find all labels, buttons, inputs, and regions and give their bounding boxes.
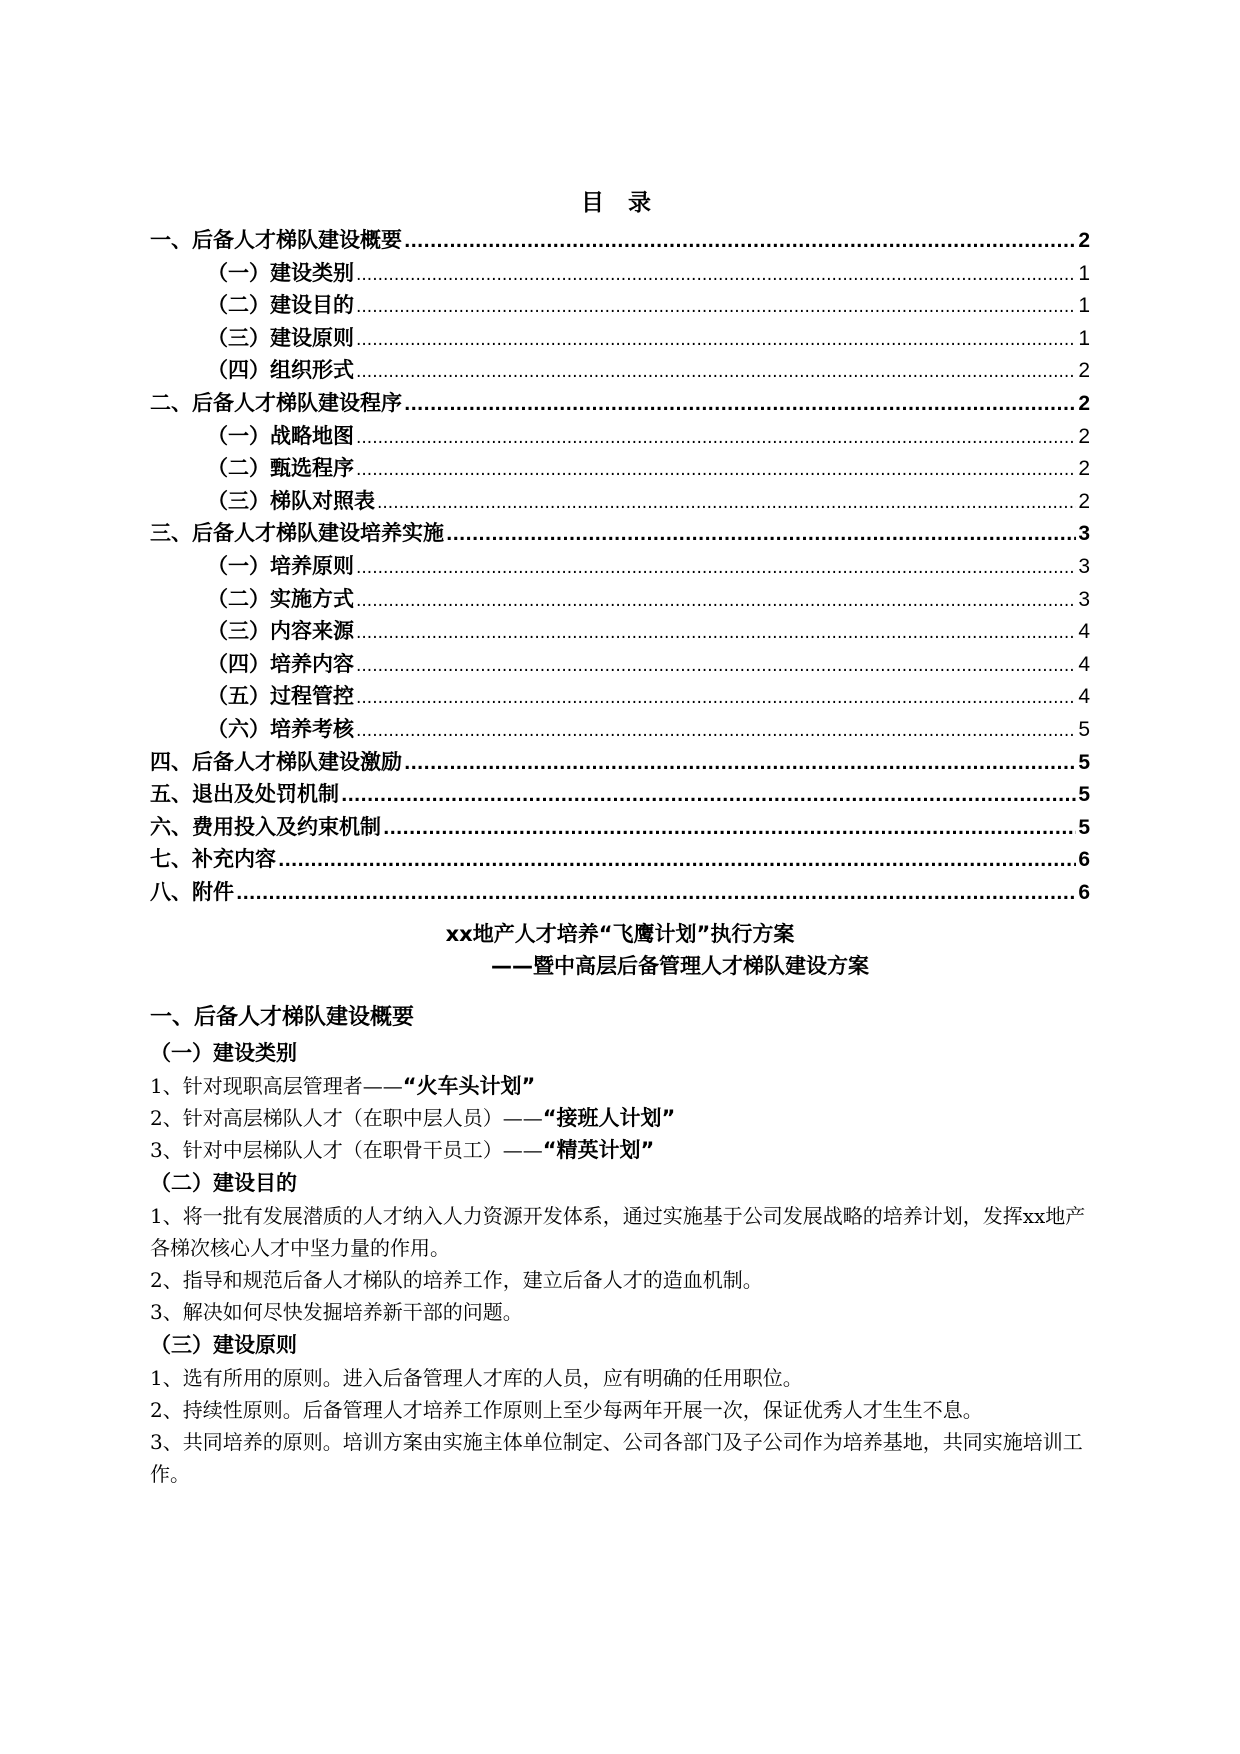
paragraph: 1、将一批有发展潜质的人才纳入人力资源开发体系，通过实施基于公司发展战略的培养计划，发挥xx地产各梯次核心人才中坚力量的作用。 bbox=[150, 1204, 1086, 1260]
toc-entry[interactable] bbox=[150, 322, 1090, 355]
toc-page-number: 2 bbox=[1078, 489, 1090, 513]
paragraph: 2、持续性原则。后备管理人才培养工作原则上至少每两年开展一次，保证优秀人才生生不息。 bbox=[150, 1398, 983, 1422]
toc-entry-label: （一）培养原则 bbox=[207, 553, 354, 578]
section-heading: 一、后备人才梯队建设概要 bbox=[150, 1005, 415, 1030]
toc-entry-label: 二、后备人才梯队建设程序 bbox=[150, 390, 402, 415]
toc-page-number: 2 bbox=[1078, 359, 1090, 383]
subsection-heading: （三）建设原则 bbox=[150, 1333, 297, 1357]
toc-entry-label: （五）过程管控 bbox=[207, 684, 354, 709]
document-subtitle: ——暨中高层后备管理人才梯队建设方案 bbox=[491, 954, 869, 978]
toc-page-number: 6 bbox=[1078, 848, 1090, 872]
toc-entry[interactable] bbox=[150, 452, 1090, 485]
toc-entry[interactable] bbox=[150, 224, 1090, 257]
toc-page-number: 2 bbox=[1078, 424, 1090, 448]
toc-entry-label: 七、补充内容 bbox=[150, 847, 276, 872]
toc-entry-label: 一、后备人才梯队建设概要 bbox=[150, 228, 402, 252]
toc-entry-label: 六、费用投入及约束机制 bbox=[150, 814, 381, 839]
toc-entry[interactable] bbox=[150, 746, 1090, 779]
paragraph: 3、解决如何尽快发掘培养新干部的问题。 bbox=[150, 1300, 523, 1324]
toc-page-number: 4 bbox=[1078, 652, 1090, 676]
toc-entry-label: 三、后备人才梯队建设培养实施 bbox=[150, 521, 444, 546]
toc-entry[interactable] bbox=[150, 713, 1090, 746]
toc-entry[interactable] bbox=[150, 550, 1090, 583]
table-of-contents bbox=[150, 224, 1090, 908]
toc-page-number: 5 bbox=[1078, 783, 1090, 807]
toc-leader-dots bbox=[356, 617, 1076, 650]
toc-entry-label: （一）战略地图 bbox=[207, 423, 354, 448]
paragraph: 3、共同培养的原则。培训方案由实施主体单位制定、公司各部门及子公司作为培养基地，共同实施培训工作。 bbox=[150, 1430, 1083, 1486]
toc-page-number: 6 bbox=[1078, 880, 1090, 904]
toc-entry[interactable] bbox=[150, 680, 1090, 713]
list-item: 3、针对中层梯队人才（在职骨干员工）——“精英计划” bbox=[150, 1138, 655, 1162]
toc-entry-label: （六）培养考核 bbox=[207, 716, 354, 741]
toc-leader-dots bbox=[356, 682, 1076, 715]
toc-leader-dots bbox=[356, 585, 1076, 618]
toc-page-number: 3 bbox=[1078, 587, 1090, 611]
toc-leader-dots bbox=[404, 226, 1076, 259]
toc-leader-dots bbox=[446, 519, 1076, 552]
toc-entry[interactable] bbox=[150, 583, 1090, 616]
toc-leader-dots bbox=[356, 454, 1076, 487]
plan-name: “火车头计划” bbox=[402, 1074, 536, 1098]
subsection-heading: （二）建设目的 bbox=[150, 1171, 297, 1195]
toc-entry[interactable] bbox=[150, 420, 1090, 453]
toc-entry-label: （三）内容来源 bbox=[207, 619, 354, 644]
toc-leader-dots bbox=[356, 259, 1076, 292]
toc-page-number: 5 bbox=[1078, 717, 1090, 741]
toc-page-number: 4 bbox=[1078, 685, 1090, 709]
paragraph: 1、选有所用的原则。进入后备管理人才库的人员，应有明确的任用职位。 bbox=[150, 1366, 803, 1390]
document-body bbox=[150, 1000, 1090, 1490]
document-title: xx地产人才培养“飞鹰计划”执行方案 bbox=[445, 922, 795, 946]
toc-page-number: 3 bbox=[1078, 522, 1090, 546]
toc-page-number: 5 bbox=[1078, 750, 1090, 774]
toc-leader-dots bbox=[356, 650, 1076, 683]
plan-name: “精英计划” bbox=[542, 1138, 655, 1162]
toc-entry-label: （一）建设类别 bbox=[207, 260, 354, 285]
plan-name: “接班人计划” bbox=[542, 1106, 676, 1130]
list-item: 1、针对现职高层管理者——“火车头计划” bbox=[150, 1074, 536, 1098]
toc-entry-label: （三）建设原则 bbox=[207, 325, 354, 350]
toc-entry-label: （四）组织形式 bbox=[207, 358, 354, 383]
toc-entry[interactable] bbox=[150, 843, 1090, 876]
toc-page-number: 1 bbox=[1078, 294, 1090, 318]
toc-leader-dots bbox=[341, 780, 1076, 813]
toc-leader-dots bbox=[356, 715, 1076, 748]
toc-entry-label: 五、退出及处罚机制 bbox=[150, 782, 339, 807]
toc-page-number: 1 bbox=[1078, 326, 1090, 350]
toc-entry[interactable] bbox=[150, 778, 1090, 811]
toc-leader-dots bbox=[404, 748, 1076, 781]
toc-leader-dots bbox=[377, 487, 1076, 520]
toc-leader-dots bbox=[356, 356, 1076, 389]
toc-entry[interactable] bbox=[150, 615, 1090, 648]
toc-page-number: 2 bbox=[1078, 457, 1090, 481]
toc-entry-label: （二）建设目的 bbox=[207, 293, 354, 318]
toc-entry[interactable] bbox=[150, 387, 1090, 420]
toc-entry-label: （二）实施方式 bbox=[207, 586, 354, 611]
toc-entry[interactable] bbox=[150, 876, 1090, 909]
toc-leader-dots bbox=[356, 291, 1076, 324]
toc-leader-dots bbox=[356, 324, 1076, 357]
toc-entry[interactable] bbox=[150, 354, 1090, 387]
toc-entry[interactable] bbox=[150, 811, 1090, 844]
toc-page-number: 2 bbox=[1078, 229, 1090, 252]
toc-title: 目 录 bbox=[580, 190, 659, 216]
toc-entry[interactable] bbox=[150, 517, 1090, 550]
toc-page-number: 5 bbox=[1078, 815, 1090, 839]
toc-leader-dots bbox=[236, 878, 1076, 911]
toc-entry[interactable] bbox=[150, 257, 1090, 290]
toc-page-number: 3 bbox=[1078, 554, 1090, 578]
toc-page-number: 2 bbox=[1078, 391, 1090, 415]
subsection-heading: （一）建设类别 bbox=[150, 1041, 297, 1065]
toc-leader-dots bbox=[404, 389, 1076, 422]
paragraph: 2、指导和规范后备人才梯队的培养工作，建立后备人才的造血机制。 bbox=[150, 1268, 763, 1292]
toc-leader-dots bbox=[278, 845, 1076, 878]
toc-entry-label: （四）培养内容 bbox=[207, 651, 354, 676]
toc-leader-dots bbox=[383, 813, 1076, 846]
toc-page-number: 1 bbox=[1078, 261, 1090, 285]
toc-entry-label: 四、后备人才梯队建设激励 bbox=[150, 749, 402, 774]
toc-entry-label: （二）甄选程序 bbox=[207, 456, 354, 481]
toc-entry[interactable] bbox=[150, 485, 1090, 518]
toc-entry-label: （三）梯队对照表 bbox=[207, 488, 375, 513]
toc-leader-dots bbox=[356, 422, 1076, 455]
toc-entry-label: 八、附件 bbox=[150, 879, 234, 904]
toc-entry[interactable] bbox=[150, 648, 1090, 681]
toc-page-number: 4 bbox=[1078, 620, 1090, 644]
toc-entry[interactable] bbox=[150, 289, 1090, 322]
list-item: 2、针对高层梯队人才（在职中层人员）——“接班人计划” bbox=[150, 1106, 676, 1130]
toc-leader-dots bbox=[356, 552, 1076, 585]
